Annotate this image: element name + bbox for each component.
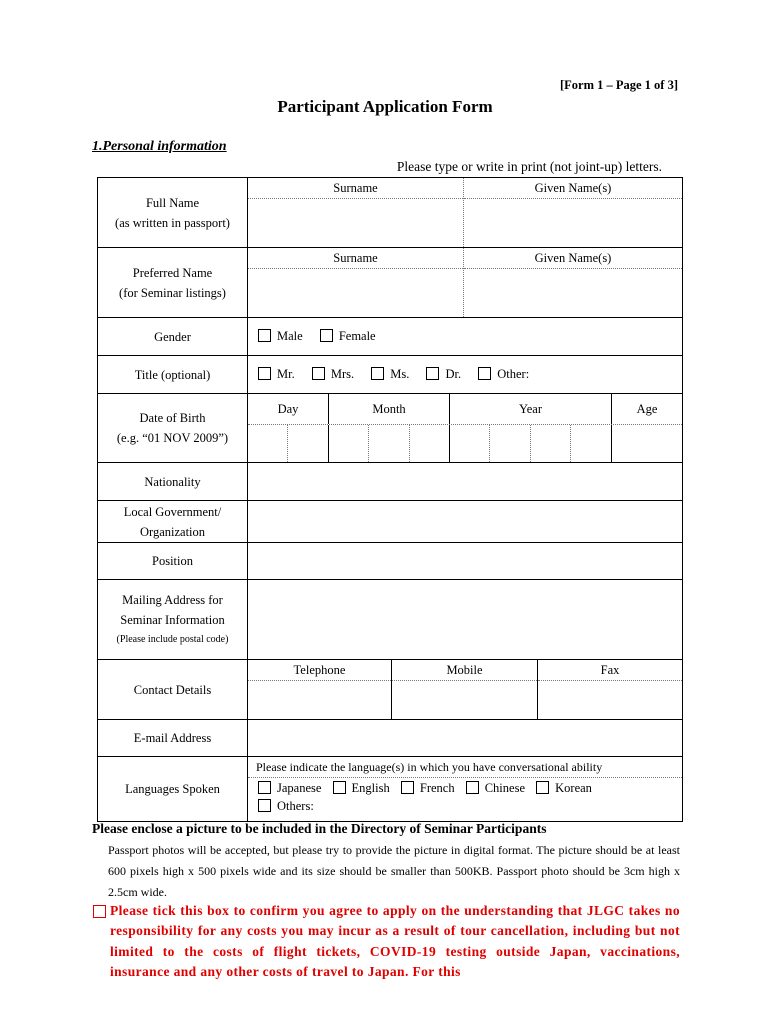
language-option-chinese[interactable] [466, 781, 525, 796]
preferred-name-label-line1: Preferred Name [132, 265, 213, 280]
telephone-input[interactable] [248, 681, 391, 719]
position-label: Position [98, 543, 248, 580]
preferred-given-input[interactable] [464, 269, 682, 317]
email-label: E-mail Address [98, 720, 248, 757]
checkbox-icon[interactable] [371, 367, 384, 380]
title-ms-label: Ms. [390, 367, 410, 381]
language-option-korean[interactable] [536, 781, 592, 796]
language-chinese-label: Chinese [484, 781, 525, 795]
full-name-surname-input[interactable] [248, 199, 463, 247]
dob-label [98, 394, 248, 463]
full-name-given-input[interactable] [464, 199, 682, 247]
title-mrs-label: Mrs. [330, 367, 355, 381]
language-others-label: Others: [277, 799, 314, 813]
mailing-address-input[interactable] [248, 580, 683, 660]
language-english-label: English [351, 781, 390, 795]
full-name-label [98, 178, 248, 248]
title-other-label: Other: [497, 367, 530, 381]
mailing-label-note: (Please include postal code) [116, 633, 229, 645]
preferred-name-field[interactable] [248, 248, 683, 318]
checkbox-icon[interactable] [320, 329, 333, 342]
consent-checkbox[interactable] [93, 905, 106, 918]
mailing-address-label [98, 580, 248, 660]
dob-label-line1: Date of Birth [139, 411, 206, 425]
local-government-input[interactable] [248, 501, 683, 543]
gender-label: Gender [98, 318, 248, 356]
preferred-name-label-line2: (for Seminar listings) [119, 285, 226, 300]
title-mr-label: Mr. [277, 367, 295, 381]
dob-day-header: Day [248, 394, 329, 424]
section-instruction: Please type or write in print (not joint-up) letters. [396, 159, 662, 174]
preferred-surname-input[interactable] [248, 269, 463, 317]
preferred-given-header: Given Name(s) [464, 248, 682, 269]
nationality-input[interactable] [248, 463, 683, 501]
title-options [248, 356, 683, 394]
language-option-french[interactable] [401, 781, 455, 796]
gender-option-male[interactable] [258, 329, 303, 344]
checkbox-icon[interactable] [536, 781, 549, 794]
dob-year-digit-2[interactable] [490, 425, 531, 462]
fax-header: Fax [538, 660, 682, 681]
dob-month-char-1[interactable] [329, 425, 369, 462]
full-name-given-header: Given Name(s) [464, 178, 682, 199]
mailing-label-line1: Mailing Address for [122, 592, 223, 607]
photo-heading: Please enclose a picture to be included in the Directory of Seminar Participants [92, 821, 547, 836]
language-japanese-label: Japanese [277, 781, 322, 795]
mailing-label-line2: Seminar Information [120, 612, 225, 627]
gender-option-female[interactable] [320, 329, 376, 344]
checkbox-icon[interactable] [333, 781, 346, 794]
dob-year-digit-1[interactable] [450, 425, 490, 462]
dob-month-header: Month [329, 394, 450, 424]
full-name-field[interactable] [248, 178, 683, 248]
email-input[interactable] [248, 720, 683, 757]
nationality-label: Nationality [98, 463, 248, 501]
full-name-label-line2: (as written in passport) [115, 215, 230, 230]
language-option-japanese[interactable] [258, 781, 321, 796]
page-title: Participant Application Form [277, 97, 493, 116]
checkbox-icon[interactable] [478, 367, 491, 380]
local-government-label-line1: Local Government/ [123, 504, 222, 519]
language-option-others[interactable] [258, 799, 314, 814]
telephone-header: Telephone [248, 660, 391, 681]
dob-year-digit-4[interactable] [571, 425, 612, 462]
title-option-ms[interactable] [371, 367, 409, 382]
checkbox-icon[interactable] [426, 367, 439, 380]
checkbox-icon[interactable] [258, 799, 271, 812]
section-title: 1.Personal information [92, 139, 227, 154]
checkbox-icon[interactable] [466, 781, 479, 794]
languages-instruction: Please indicate the language(s) in which you have conversational ability [248, 757, 682, 778]
age-header: Age [636, 402, 658, 416]
contact-details-field [248, 660, 683, 720]
personal-info-table [97, 177, 683, 822]
fax-input[interactable] [538, 681, 682, 719]
gender-male-label: Male [277, 329, 303, 343]
gender-female-label: Female [338, 329, 376, 343]
dob-day-digit-1[interactable] [248, 425, 288, 462]
checkbox-icon[interactable] [258, 329, 271, 342]
language-korean-label: Korean [555, 781, 592, 795]
languages-field [248, 757, 683, 822]
full-name-surname-header: Surname [248, 178, 463, 199]
checkbox-icon[interactable] [258, 367, 271, 380]
position-input[interactable] [248, 543, 683, 580]
title-option-dr[interactable] [426, 367, 461, 382]
local-government-label [98, 501, 248, 543]
dob-field [248, 394, 683, 463]
checkbox-icon[interactable] [401, 781, 414, 794]
title-option-other[interactable] [478, 367, 529, 382]
language-option-english[interactable] [333, 781, 390, 796]
dob-day-digit-2[interactable] [288, 425, 329, 462]
form-page-reference: [Form 1 – Page 1 of 3] [559, 78, 678, 92]
language-french-label: French [419, 781, 455, 795]
title-label: Title (optional) [98, 356, 248, 394]
title-dr-label: Dr. [445, 367, 462, 381]
dob-month-char-3[interactable] [410, 425, 450, 462]
mobile-header: Mobile [392, 660, 537, 681]
checkbox-icon[interactable] [312, 367, 325, 380]
local-government-label-line2: Organization [139, 524, 206, 539]
title-option-mr[interactable] [258, 367, 295, 382]
checkbox-icon[interactable] [258, 781, 271, 794]
dob-month-char-2[interactable] [369, 425, 410, 462]
gender-options [248, 318, 683, 356]
contact-details-label: Contact Details [98, 660, 248, 720]
preferred-surname-header: Surname [248, 248, 463, 269]
age-input[interactable] [612, 425, 682, 462]
consent-text: Please tick this box to confirm you agree to apply on the understanding that JLGC takes no responsibility for any costs you may incur as a result of tour cancellation, including but not limited to the costs of flight tickets, COVID-19 testing outside Japan, vaccinations, insurance and any other costs of travel to Japan. For this [110, 903, 680, 979]
photo-instructions: Passport photos will be accepted, but please try to provide the picture in digital format. The picture should be at least 600 pixels high x 500 pixels wide and its size should be smaller than 500KB. Passport photo should be 3cm high x 2.5cm wide. [108, 843, 680, 899]
dob-year-digit-3[interactable] [531, 425, 571, 462]
title-option-mrs[interactable] [312, 367, 354, 382]
languages-label: Languages Spoken [98, 757, 248, 822]
mobile-input[interactable] [392, 681, 537, 719]
dob-label-line2: (e.g. “01 NOV 2009”) [116, 431, 229, 445]
full-name-label-line1: Full Name [145, 195, 200, 210]
preferred-name-label [98, 248, 248, 318]
dob-year-header: Year [450, 394, 612, 424]
